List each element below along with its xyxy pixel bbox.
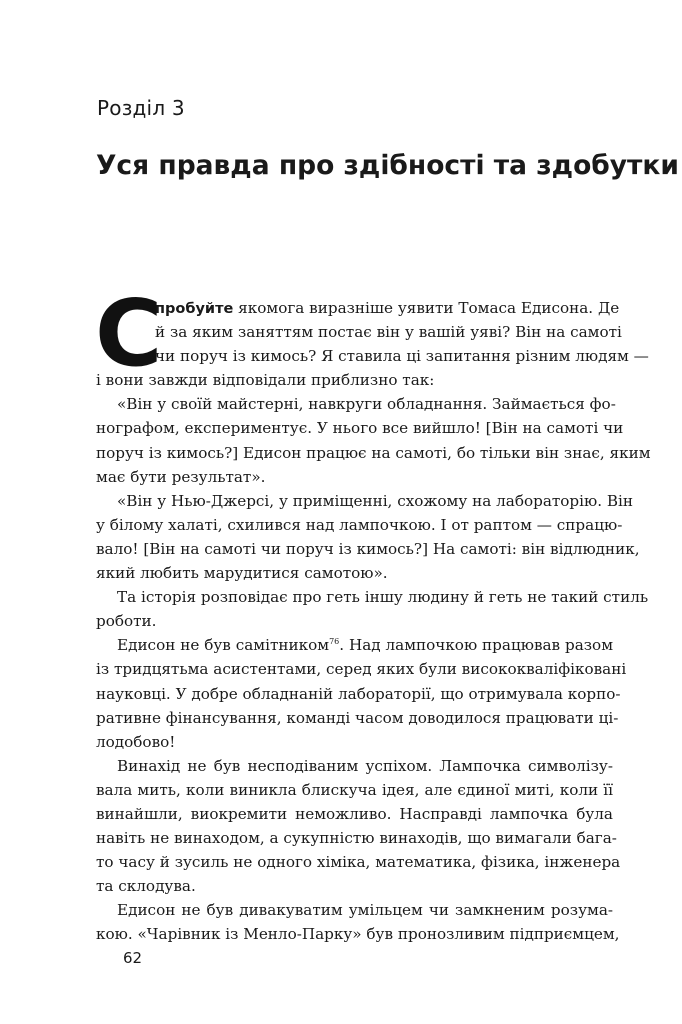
text-line: й за яким заняттям постає він у вашій уяві? Він на самоті xyxy=(155,323,622,342)
footnote-ref[interactable]: 76 xyxy=(329,637,340,647)
text-line-content: Едисон не був самітником xyxy=(117,636,330,655)
text-line: науковці. У добре обладнаній лабораторії, що отримувала корпо- xyxy=(96,684,621,703)
text-line: «Він у своїй майстерні, навкруги обладнання. Займається фо- xyxy=(117,395,616,414)
text-line: кою. «Чарівник із Менло-Парку» був пронозливим підприємцем, xyxy=(96,925,620,944)
text-line: лодобово! xyxy=(96,732,176,751)
text-line: нографом, експериментує. У нього все вийшло! [Він на самоті чи xyxy=(96,419,624,438)
text-line xyxy=(96,296,620,320)
text-line: то часу й зусиль не одного хіміка, математика, фізика, інженера xyxy=(96,853,621,872)
text-line: вала мить, коли виникла блискуча ідея, але єдиної миті, коли її xyxy=(96,780,613,799)
text-line: «Він у Нью-Джерсі, у приміщенні, схожому на лабораторію. Він xyxy=(117,491,634,510)
text-line: який любить марудитися самотою». xyxy=(96,564,388,583)
lead-word: пробуйте xyxy=(155,301,234,317)
text-line: та склодува. xyxy=(96,877,196,896)
text-line: навіть не винаходом, а сукупністю винаходів, що вимагали бага- xyxy=(96,829,617,848)
text-line: ративне фінансування, команді часом доводилося працювати ці- xyxy=(96,708,619,727)
text-line: роботи. xyxy=(96,612,157,631)
text-line-content: . Над лампочкою працював разом xyxy=(339,636,614,655)
text-line: Винахід не був несподіваним успіхом. Лампочка символізу- xyxy=(117,756,613,775)
text-line: має бути результат». xyxy=(96,467,266,486)
text-line: із тридцятьма асистентами, серед яких були висококваліфіковані xyxy=(96,660,627,679)
chapter-label: Розділ 3 xyxy=(97,96,185,120)
page-number: 62 xyxy=(123,949,143,967)
text-line: чи поруч із кимось? Я ставила ці запитання різним людям — xyxy=(155,347,649,366)
text-line: Едисон не був дивакуватим умільцем чи замкненим розума- xyxy=(117,901,613,920)
text-line-content: якомога виразніше уявити Томаса Едисона. Де xyxy=(233,299,620,317)
text-line: і вони завжди відповідали приблизно так: xyxy=(96,371,435,390)
text-line: Та історія розповідає про геть іншу людину й геть не такий стиль xyxy=(117,588,649,607)
text-line: вало! [Він на самоті чи поруч із кимось?] На самоті: він відлюдник, xyxy=(96,539,640,558)
body-text xyxy=(95,280,651,947)
text-line: поруч із кимось?] Едисон працює на самоті, бо тільки він знає, яким xyxy=(96,443,651,462)
text-line: у білому халаті, схилився над лампочкою. І от раптом — спрацю- xyxy=(96,515,623,534)
text-line: винайшли, виокремити неможливо. Насправді лампочка була xyxy=(96,804,613,823)
text-line xyxy=(96,633,613,657)
chapter-title: Уся правда про здібності та здобутки xyxy=(96,150,679,181)
drop-cap: С xyxy=(95,280,163,387)
